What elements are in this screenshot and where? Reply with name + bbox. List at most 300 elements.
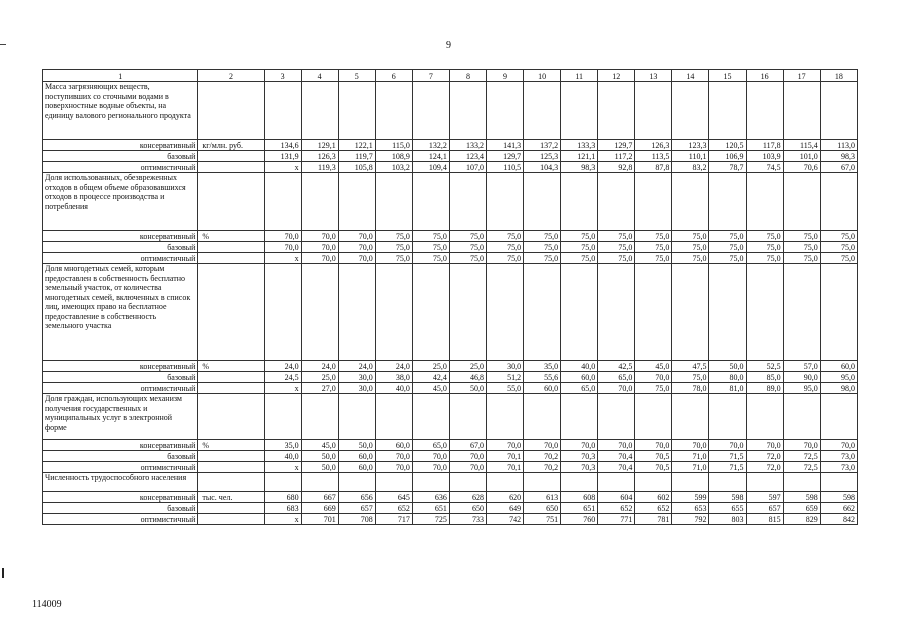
empty-cell [198,473,264,492]
empty-cell [561,394,598,440]
value-cell: 30,0 [338,372,375,383]
empty-cell [375,82,412,140]
variant-label: оптимистичный [43,462,198,473]
value-cell: 70,0 [338,231,375,242]
empty-cell [635,473,672,492]
value-cell: 35,0 [264,440,301,451]
value-cell: 40,0 [375,383,412,394]
value-cell: 80,0 [709,372,746,383]
empty-cell [709,264,746,361]
value-cell: 75,0 [449,231,486,242]
header-cell: 4 [301,70,338,82]
value-cell: 760 [561,514,598,525]
value-cell: 70,2 [524,451,561,462]
empty-cell [487,394,524,440]
variant-label: консервативный [43,361,198,372]
value-cell: 75,0 [783,231,820,242]
value-cell: 70,4 [598,462,635,473]
empty-cell [449,473,486,492]
empty-cell [264,173,301,231]
value-cell: 75,0 [635,242,672,253]
value-cell: 24,5 [264,372,301,383]
value-cell: 75,0 [561,231,598,242]
value-cell: 70,0 [524,440,561,451]
empty-cell [487,82,524,140]
value-cell: 655 [709,503,746,514]
header-cell: 16 [746,70,783,82]
value-cell: 70,0 [635,440,672,451]
value-cell: 70,0 [746,440,783,451]
data-row [43,440,858,451]
empty-cell [487,173,524,231]
value-cell: х [264,514,301,525]
variant-label: базовый [43,242,198,253]
value-cell: 597 [746,492,783,503]
value-cell: 815 [746,514,783,525]
value-cell: 121,1 [561,151,598,162]
value-cell: 75,0 [635,253,672,264]
value-cell: 781 [635,514,672,525]
value-cell: 45,0 [635,361,672,372]
value-cell: 72,5 [783,451,820,462]
value-cell: 751 [524,514,561,525]
value-cell: 141,3 [487,140,524,151]
value-cell: 75,0 [635,231,672,242]
empty-cell [487,473,524,492]
empty-cell [375,264,412,361]
empty-cell [449,173,486,231]
value-cell: 70,0 [635,372,672,383]
empty-cell [198,383,264,394]
empty-cell [598,173,635,231]
header-cell: 17 [783,70,820,82]
empty-cell [198,372,264,383]
value-cell: 613 [524,492,561,503]
value-cell: 75,0 [375,242,412,253]
empty-cell [198,462,264,473]
value-cell: 103,9 [746,151,783,162]
page-number: 9 [446,40,451,51]
empty-cell [709,394,746,440]
value-cell: 73,0 [820,451,857,462]
value-cell: 75,0 [598,253,635,264]
empty-cell [264,394,301,440]
header-cell: 18 [820,70,857,82]
empty-cell [301,264,338,361]
empty-cell [198,264,264,361]
empty-cell [198,394,264,440]
value-cell: 30,0 [338,383,375,394]
value-cell: 50,0 [301,462,338,473]
value-cell: 667 [301,492,338,503]
header-cell: 14 [672,70,709,82]
data-row [43,242,858,253]
value-cell: 70,0 [783,440,820,451]
value-cell: 107,0 [449,162,486,173]
header-cell: 10 [524,70,561,82]
value-cell: 30,0 [487,361,524,372]
empty-cell [338,82,375,140]
empty-cell [783,82,820,140]
value-cell: 123,3 [672,140,709,151]
edge-mark [0,44,6,45]
value-cell: 657 [338,503,375,514]
value-cell: 608 [561,492,598,503]
value-cell: 125,3 [524,151,561,162]
value-cell: 65,0 [412,440,449,451]
section-title: Численность трудоспособного населения [43,473,198,492]
value-cell: 70,0 [338,242,375,253]
value-cell: 70,0 [412,451,449,462]
section-title-row [43,173,858,231]
value-cell: 95,0 [820,372,857,383]
value-cell: 115,4 [783,140,820,151]
empty-cell [709,173,746,231]
value-cell: 669 [301,503,338,514]
value-cell: 24,0 [338,361,375,372]
value-cell: 42,5 [598,361,635,372]
table-body [43,70,858,525]
value-cell: 75,0 [672,242,709,253]
variant-label: оптимистичный [43,162,198,173]
value-cell: 75,0 [746,231,783,242]
header-cell: 5 [338,70,375,82]
value-cell: 74,5 [746,162,783,173]
section-title-row [43,82,858,140]
empty-cell [375,394,412,440]
value-cell: 75,0 [524,242,561,253]
variant-label: оптимистичный [43,383,198,394]
value-cell: 24,0 [264,361,301,372]
value-cell: 89,0 [746,383,783,394]
data-row [43,253,858,264]
value-cell: 117,8 [746,140,783,151]
document-code: 114009 [32,599,62,610]
value-cell: 70,5 [635,462,672,473]
empty-cell [746,173,783,231]
value-cell: 71,5 [709,451,746,462]
variant-label: консервативный [43,492,198,503]
empty-cell [598,473,635,492]
value-cell: 65,0 [561,383,598,394]
value-cell: 70,0 [264,231,301,242]
value-cell: 113,5 [635,151,672,162]
value-cell: 110,1 [672,151,709,162]
value-cell: 70,0 [301,242,338,253]
variant-label: консервативный [43,440,198,451]
value-cell: 51,2 [487,372,524,383]
empty-cell [264,264,301,361]
variant-label: базовый [43,451,198,462]
empty-cell [672,394,709,440]
value-cell: 83,2 [672,162,709,173]
empty-cell [375,473,412,492]
empty-cell [375,173,412,231]
value-cell: 75,0 [375,253,412,264]
value-cell: 651 [561,503,598,514]
value-cell: 620 [487,492,524,503]
value-cell: 115,0 [375,140,412,151]
value-cell: 73,0 [820,462,857,473]
value-cell: 75,0 [449,253,486,264]
value-cell: 105,8 [338,162,375,173]
value-cell: 60,0 [524,383,561,394]
empty-cell [264,82,301,140]
value-cell: 75,0 [709,242,746,253]
value-cell: 70,0 [449,451,486,462]
value-cell: 75,0 [524,231,561,242]
value-cell: 70,0 [709,440,746,451]
section-title: Доля использованных, обезвреженных отходов в общем объеме образовавшихся отходов в процессе производства и потребления [43,173,198,231]
empty-cell [198,514,264,525]
value-cell: 650 [524,503,561,514]
value-cell: 133,3 [561,140,598,151]
value-cell: 733 [449,514,486,525]
value-cell: 652 [375,503,412,514]
value-cell: 645 [375,492,412,503]
value-cell: 602 [635,492,672,503]
value-cell: 119,7 [338,151,375,162]
empty-cell [783,173,820,231]
header-row [43,70,858,82]
header-cell: 7 [412,70,449,82]
value-cell: 126,3 [301,151,338,162]
value-cell: 75,0 [449,242,486,253]
empty-cell [672,264,709,361]
empty-cell [301,473,338,492]
empty-cell [820,473,857,492]
value-cell: 55,0 [487,383,524,394]
variant-label: базовый [43,372,198,383]
header-cell: 1 [43,70,198,82]
value-cell: 70,4 [598,451,635,462]
empty-cell [449,264,486,361]
empty-cell [198,162,264,173]
value-cell: 126,3 [635,140,672,151]
value-cell: 604 [598,492,635,503]
variant-label: оптимистичный [43,514,198,525]
value-cell: х [264,162,301,173]
value-cell: 98,3 [820,151,857,162]
value-cell: 72,0 [746,451,783,462]
data-row [43,492,858,503]
empty-cell [301,173,338,231]
value-cell: 81,0 [709,383,746,394]
value-cell: х [264,253,301,264]
value-cell: 25,0 [301,372,338,383]
empty-cell [598,264,635,361]
empty-cell [709,82,746,140]
value-cell: 75,0 [672,231,709,242]
value-cell: 75,0 [709,253,746,264]
value-cell: 70,0 [264,242,301,253]
value-cell: 95,0 [783,383,820,394]
empty-cell [412,264,449,361]
header-cell: 6 [375,70,412,82]
edge-mark [2,568,4,578]
empty-cell [746,394,783,440]
data-row [43,462,858,473]
value-cell: 72,5 [783,462,820,473]
empty-cell [449,82,486,140]
section-title-row [43,473,858,492]
variant-label: консервативный [43,140,198,151]
empty-cell [412,82,449,140]
empty-cell [746,473,783,492]
empty-cell [672,82,709,140]
data-row [43,361,858,372]
value-cell: 85,0 [746,372,783,383]
value-cell: 70,0 [820,440,857,451]
empty-cell [635,264,672,361]
value-cell: 842 [820,514,857,525]
empty-cell [301,394,338,440]
value-cell: 110,5 [487,162,524,173]
value-cell: 90,0 [783,372,820,383]
value-cell: 24,0 [301,361,338,372]
value-cell: 652 [635,503,672,514]
empty-cell [524,82,561,140]
value-cell: 45,0 [412,383,449,394]
empty-cell [198,82,264,140]
value-cell: 71,5 [709,462,746,473]
value-cell: 75,0 [375,231,412,242]
data-row [43,383,858,394]
value-cell: 70,5 [635,451,672,462]
value-cell: 92,8 [598,162,635,173]
value-cell: 75,0 [672,253,709,264]
value-cell: 598 [820,492,857,503]
value-cell: 75,0 [783,242,820,253]
value-cell: 78,7 [709,162,746,173]
value-cell: 40,0 [264,451,301,462]
section-title-row [43,264,858,361]
value-cell: 649 [487,503,524,514]
value-cell: 70,0 [301,253,338,264]
value-cell: 123,4 [449,151,486,162]
empty-cell [412,473,449,492]
empty-cell [783,394,820,440]
value-cell: 52,5 [746,361,783,372]
value-cell: 75,0 [561,242,598,253]
value-cell: 35,0 [524,361,561,372]
value-cell: 98,0 [820,383,857,394]
value-cell: 70,0 [375,451,412,462]
unit-cell: % [198,231,264,242]
empty-cell [746,82,783,140]
empty-cell [635,173,672,231]
header-cell: 15 [709,70,746,82]
value-cell: 70,0 [598,383,635,394]
empty-cell [820,394,857,440]
value-cell: 598 [783,492,820,503]
value-cell: 70,0 [375,462,412,473]
empty-cell [338,394,375,440]
value-cell: 70,0 [487,440,524,451]
value-cell: 628 [449,492,486,503]
unit-cell: % [198,361,264,372]
header-cell: 9 [487,70,524,82]
value-cell: 27,0 [301,383,338,394]
value-cell: 75,0 [598,242,635,253]
value-cell: 119,3 [301,162,338,173]
value-cell: 70,1 [487,451,524,462]
empty-cell [820,264,857,361]
value-cell: 117,2 [598,151,635,162]
value-cell: 717 [375,514,412,525]
empty-cell [198,151,264,162]
value-cell: 104,3 [524,162,561,173]
empty-cell [746,264,783,361]
empty-cell [561,264,598,361]
value-cell: 651 [412,503,449,514]
empty-cell [524,394,561,440]
value-cell: 47,5 [672,361,709,372]
value-cell: 78,0 [672,383,709,394]
value-cell: 683 [264,503,301,514]
variant-label: базовый [43,151,198,162]
empty-cell [561,473,598,492]
value-cell: 70,0 [301,231,338,242]
value-cell: 67,0 [820,162,857,173]
empty-cell [301,82,338,140]
value-cell: 75,0 [487,242,524,253]
value-cell: 50,0 [449,383,486,394]
header-cell: 2 [198,70,264,82]
value-cell: 70,3 [561,462,598,473]
header-cell: 8 [449,70,486,82]
empty-cell [820,82,857,140]
empty-cell [561,173,598,231]
empty-cell [198,173,264,231]
empty-cell [198,242,264,253]
value-cell: 87,8 [635,162,672,173]
value-cell: 106,9 [709,151,746,162]
empty-cell [672,173,709,231]
value-cell: 75,0 [820,242,857,253]
value-cell: 70,1 [487,462,524,473]
value-cell: 771 [598,514,635,525]
value-cell: 137,2 [524,140,561,151]
empty-cell [338,473,375,492]
value-cell: 132,2 [412,140,449,151]
value-cell: 55,6 [524,372,561,383]
value-cell: 103,2 [375,162,412,173]
value-cell: 60,0 [820,361,857,372]
value-cell: 650 [449,503,486,514]
value-cell: 803 [709,514,746,525]
value-cell: 70,0 [449,462,486,473]
value-cell: 75,0 [783,253,820,264]
value-cell: 133,2 [449,140,486,151]
empty-cell [783,473,820,492]
value-cell: 108,9 [375,151,412,162]
empty-cell [524,473,561,492]
value-cell: 75,0 [598,231,635,242]
empty-cell [524,264,561,361]
unit-cell: кг/млн. руб. [198,140,264,151]
value-cell: 134,6 [264,140,301,151]
empty-cell [338,173,375,231]
value-cell: 60,0 [375,440,412,451]
empty-cell [198,253,264,264]
header-cell: 13 [635,70,672,82]
variant-label: оптимистичный [43,253,198,264]
value-cell: 60,0 [338,462,375,473]
value-cell: 656 [338,492,375,503]
value-cell: 24,0 [375,361,412,372]
value-cell: 50,0 [301,451,338,462]
